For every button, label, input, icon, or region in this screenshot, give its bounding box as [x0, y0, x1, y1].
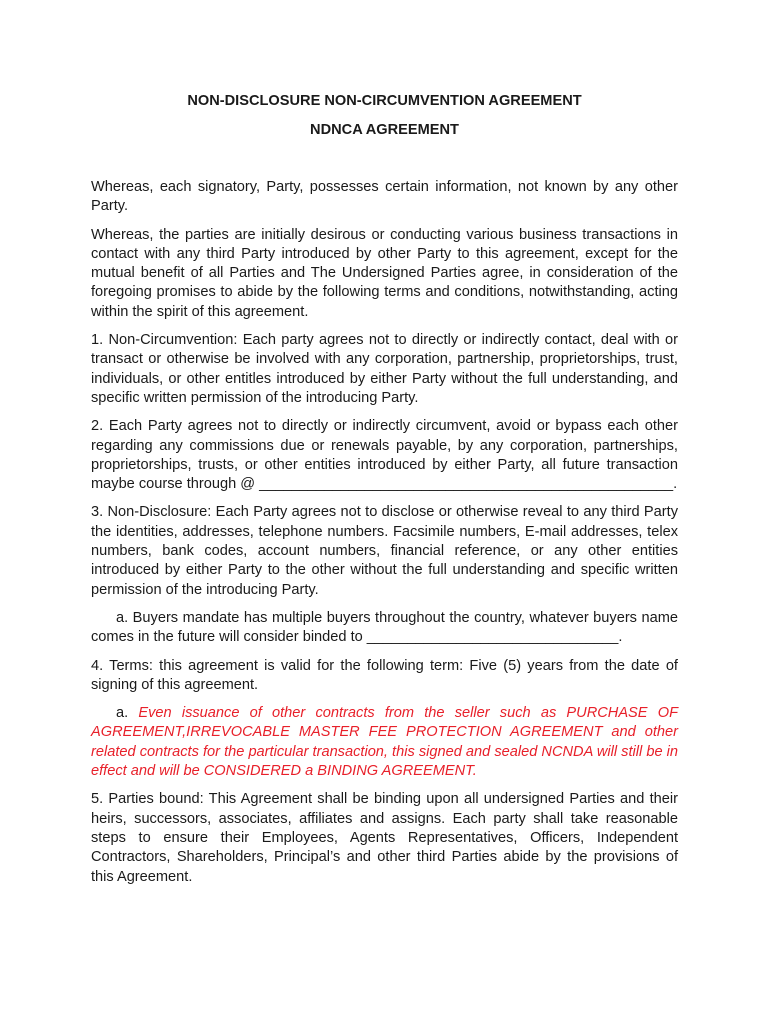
- whereas-paragraph-1: Whereas, each signatory, Party, possesses certain information, not known by any other Party.: [91, 179, 678, 215]
- clause-terms: 4. Terms: this agreement is valid for the following term: Five (5) years from the date of signing of this agreement.: [91, 657, 678, 693]
- clause-non-circumvention: 1. Non-Circumvention: Each party agrees not to directly or indirectly contact, deal with or transact or otherwise be involved with any corporation, partnership, proprietorships, trust, individuals, or other entitles introduced by either Party without the full understanding, and specific written permission of the introducing Party.: [91, 332, 678, 406]
- agreement-page: [91, 88, 678, 887]
- clause-binding-label: a.: [116, 705, 129, 722]
- clause-circumvent-commissions: 2. Each Party agrees not to directly or indirectly circumvent, avoid or bypass each other regarding any commissions due or renewals payable, by any corporation, partnerships, proprietorships, trusts, or other entities introduced by either Party, all future transaction maybe course through @ ___________________________________________________.: [91, 418, 678, 493]
- clause-binding-agreement: [91, 704, 678, 781]
- document-subtitle: NDNCA AGREEMENT: [310, 122, 459, 138]
- clause-parties-bound: 5. Parties bound: This Agreement shall be binding upon all undersigned Parties and their heirs, successors, associates, affiliates and assigns. Each party shall take reasonable steps to ensure their Employees, Agents Representatives, Officers, Independent Contractors, Shareholders, Principal’s and other third Parties abide by the provisions of this Agreement.: [91, 791, 678, 885]
- clause-buyers-mandate: a. Buyers mandate has multiple buyers throughout the country, whatever buyers name comes in the future will consider binded to _______________________________.: [91, 609, 678, 646]
- document-title: NON-DISCLOSURE NON-CIRCUMVENTION AGREEMENT: [187, 93, 582, 109]
- whereas-paragraph-2: Whereas, the parties are initially desirous or conducting various business transactions in contact with any third Party introduced by other Party to this agreement, except for the mutual benefit of all Parties and The Undersigned Parties agree, in consideration of the foregoing promises to abide by the following terms and conditions, notwithstanding, acting within the spirit of this agreement.: [91, 226, 678, 320]
- clause-binding-text: Even issuance of other contracts from the seller such as PURCHASE OF AGREEMENT,IRREVOCABLE MASTER FEE PROTECTION AGREEMENT and other related contracts for the particular transaction, this signed and sealed NCNDA will still be in effect and will be CONSIDERED a BINDING AGREEMENT.: [91, 705, 678, 780]
- clause-non-disclosure: 3. Non-Disclosure: Each Party agrees not to disclose or otherwise reveal to any third Party the identities, addresses, telephone numbers. Facsimile numbers, E-mail addresses, telex numbers, bank codes, account numbers, financial reference, or any other entities introduced by either Party to the other without the full understanding and specific written permission of the introducing Party.: [91, 504, 678, 598]
